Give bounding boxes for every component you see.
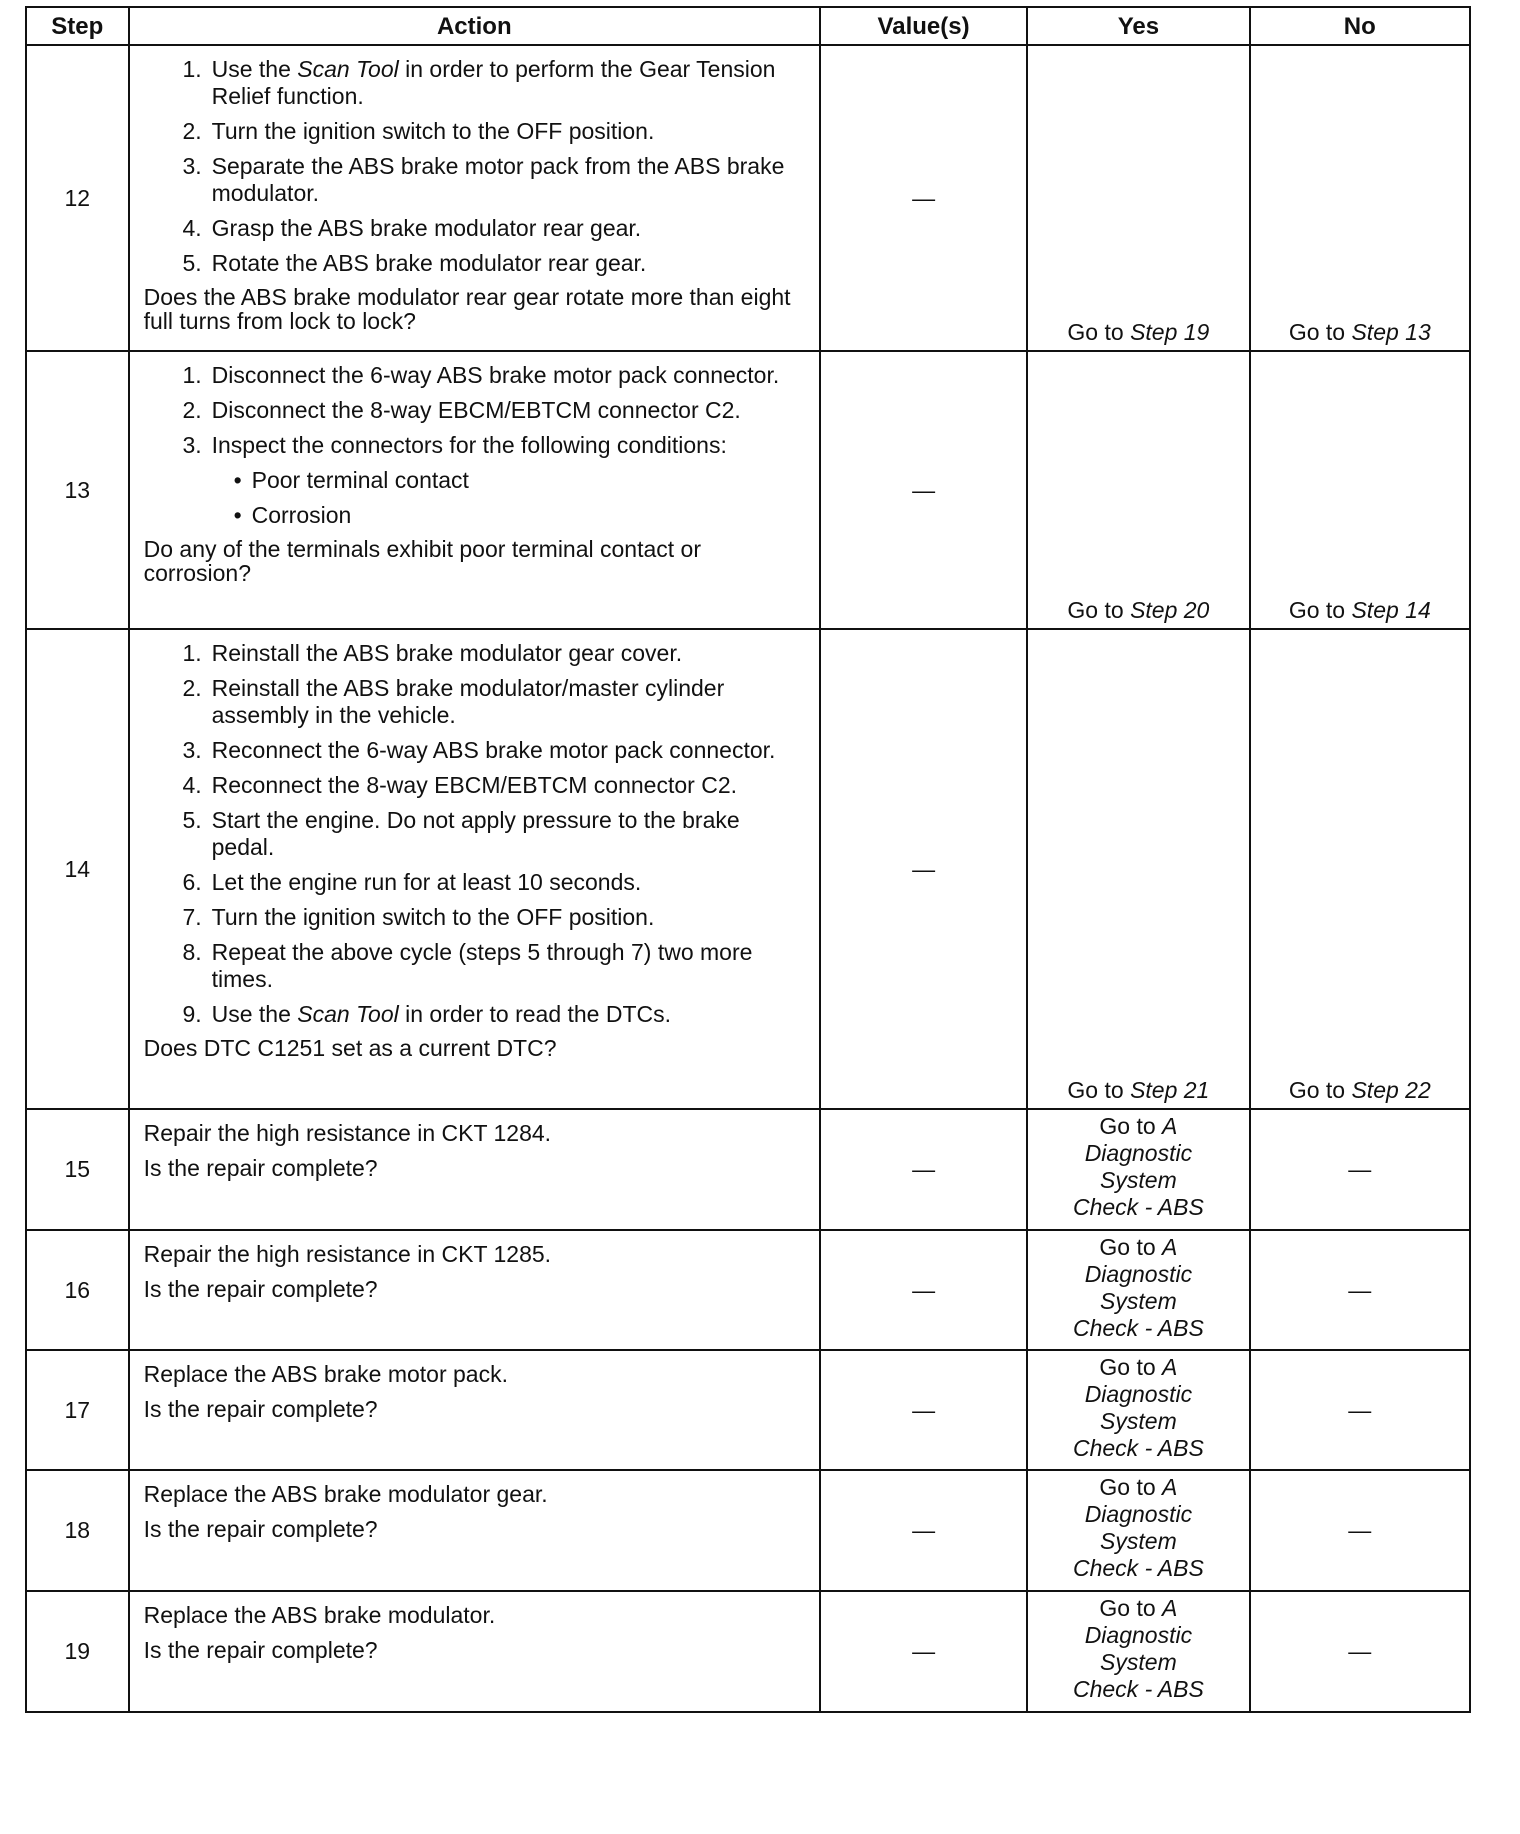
no-cell: [1250, 45, 1470, 351]
no-cell: [1250, 351, 1470, 629]
step-number: 17: [26, 1350, 129, 1470]
action-cell: [129, 1230, 820, 1350]
step-number: 18: [26, 1470, 129, 1591]
header-values: Value(s): [820, 7, 1027, 45]
value-cell: —: [820, 1350, 1027, 1470]
header-no: No: [1250, 7, 1470, 45]
step-number: 13: [26, 351, 129, 629]
action-steps: [144, 362, 805, 459]
list-item: 4. Reconnect the 8-way EBCM/EBTCM connector C2.: [182, 772, 737, 798]
value-cell: —: [820, 45, 1027, 351]
action-cell: [129, 629, 820, 1109]
action-cell: [129, 1470, 820, 1591]
value-cell: —: [820, 629, 1027, 1109]
no-cell: —: [1250, 1230, 1470, 1350]
list-item: 2. Disconnect the 8-way EBCM/EBTCM connector C2.: [182, 397, 741, 423]
no-cell: [1250, 629, 1470, 1109]
list-item: 3. Inspect the connectors for the following conditions:: [182, 432, 727, 458]
table-row: [26, 351, 1470, 629]
no-goto: Go to Step 14: [1288, 597, 1431, 623]
yes-goto: Go to Step 20: [1067, 597, 1210, 623]
action-text: Repair the high resistance in CKT 1284.: [143, 1120, 552, 1146]
header-step: Step: [26, 7, 129, 45]
list-item: 5. Rotate the ABS brake modulator rear gear.: [182, 250, 647, 276]
header-yes: Yes: [1027, 7, 1249, 45]
yes-goto: Go to A Diagnostic System Check - ABS: [1072, 1474, 1204, 1581]
list-item: • Poor terminal contact: [233, 467, 469, 493]
yes-cell: [1027, 1230, 1249, 1350]
table-row: [26, 1350, 1470, 1470]
no-cell: —: [1250, 1109, 1470, 1230]
yes-goto: Go to A Diagnostic System Check - ABS: [1072, 1354, 1204, 1461]
value-cell: —: [820, 1470, 1027, 1591]
list-item: 3. Separate the ABS brake motor pack from the ABS brake modulator.: [182, 153, 785, 206]
diagnostic-table: [25, 6, 1471, 1713]
header-row: [26, 7, 1470, 45]
list-item: 3. Reconnect the 6-way ABS brake motor pack connector.: [182, 737, 776, 763]
yes-cell: [1027, 45, 1249, 351]
action-cell: [129, 351, 820, 629]
action-steps: [144, 56, 805, 277]
action-cell: [129, 1109, 820, 1230]
step-number: 16: [26, 1230, 129, 1350]
no-cell: —: [1250, 1350, 1470, 1470]
yes-cell: [1027, 1350, 1249, 1470]
question-text: Is the repair complete?: [143, 1155, 378, 1181]
list-item: 8. Repeat the above cycle (steps 5 through 7) two more times.: [182, 939, 753, 992]
no-goto: Go to Step 22: [1288, 1077, 1431, 1103]
list-item: 1. Use the Scan Tool in order to perform the Gear Tension Relief function.: [182, 56, 776, 109]
list-item: 6. Let the engine run for at least 10 seconds.: [182, 869, 642, 895]
no-goto: Go to Step 13: [1288, 319, 1431, 345]
action-cell: [129, 1350, 820, 1470]
question-text: Is the repair complete?: [143, 1396, 378, 1422]
yes-cell: [1027, 629, 1249, 1109]
condition-list: [144, 467, 805, 529]
list-item: 9. Use the Scan Tool in order to read the DTCs.: [182, 1001, 672, 1027]
list-item: 4. Grasp the ABS brake modulator rear gear.: [182, 215, 642, 241]
yes-goto: Go to A Diagnostic System Check - ABS: [1072, 1234, 1204, 1341]
yes-goto: Go to Step 21: [1067, 1077, 1210, 1103]
yes-cell: [1027, 1591, 1249, 1712]
question-text: Does DTC C1251 set as a current DTC?: [143, 1035, 557, 1061]
list-item: 7. Turn the ignition switch to the OFF position.: [182, 904, 655, 930]
yes-goto: Go to A Diagnostic System Check - ABS: [1072, 1113, 1204, 1220]
table-row: [26, 629, 1470, 1109]
action-steps: [144, 640, 805, 1028]
action-text: Repair the high resistance in CKT 1285.: [143, 1241, 552, 1267]
yes-goto: Go to Step 19: [1067, 319, 1210, 345]
value-cell: —: [820, 1230, 1027, 1350]
step-number: 19: [26, 1591, 129, 1712]
action-text: Replace the ABS brake motor pack.: [143, 1361, 508, 1387]
list-item: 2. Reinstall the ABS brake modulator/master cylinder assembly in the vehicle.: [182, 675, 725, 728]
question-text: Is the repair complete?: [143, 1276, 378, 1302]
no-cell: —: [1250, 1591, 1470, 1712]
list-item: 5. Start the engine. Do not apply pressure to the brake pedal.: [182, 807, 740, 860]
value-cell: —: [820, 1109, 1027, 1230]
table-row: [26, 1109, 1470, 1230]
yes-cell: [1027, 1470, 1249, 1591]
question-text: Does the ABS brake modulator rear gear rotate more than eight full turns from lock to lock?: [143, 284, 791, 334]
question-text: Is the repair complete?: [143, 1516, 378, 1542]
step-number: 15: [26, 1109, 129, 1230]
value-cell: —: [820, 1591, 1027, 1712]
question-text: Is the repair complete?: [143, 1637, 378, 1663]
yes-cell: [1027, 1109, 1249, 1230]
list-item: 1. Reinstall the ABS brake modulator gear cover.: [182, 640, 683, 666]
table-row: [26, 45, 1470, 351]
action-text: Replace the ABS brake modulator gear.: [143, 1481, 548, 1507]
no-cell: —: [1250, 1470, 1470, 1591]
action-cell: [129, 45, 820, 351]
table-row: [26, 1591, 1470, 1712]
value-cell: —: [820, 351, 1027, 629]
action-text: Replace the ABS brake modulator.: [143, 1602, 496, 1628]
table-row: [26, 1470, 1470, 1591]
step-number: 12: [26, 45, 129, 351]
list-item: • Corrosion: [233, 502, 352, 528]
list-item: 1. Disconnect the 6-way ABS brake motor pack connector.: [182, 362, 780, 388]
question-text: Do any of the terminals exhibit poor terminal contact or corrosion?: [143, 536, 702, 586]
header-action: Action: [129, 7, 820, 45]
step-number: 14: [26, 629, 129, 1109]
list-item: 2. Turn the ignition switch to the OFF position.: [182, 118, 655, 144]
action-cell: [129, 1591, 820, 1712]
yes-goto: Go to A Diagnostic System Check - ABS: [1072, 1595, 1204, 1702]
yes-cell: [1027, 351, 1249, 629]
table-row: [26, 1230, 1470, 1350]
